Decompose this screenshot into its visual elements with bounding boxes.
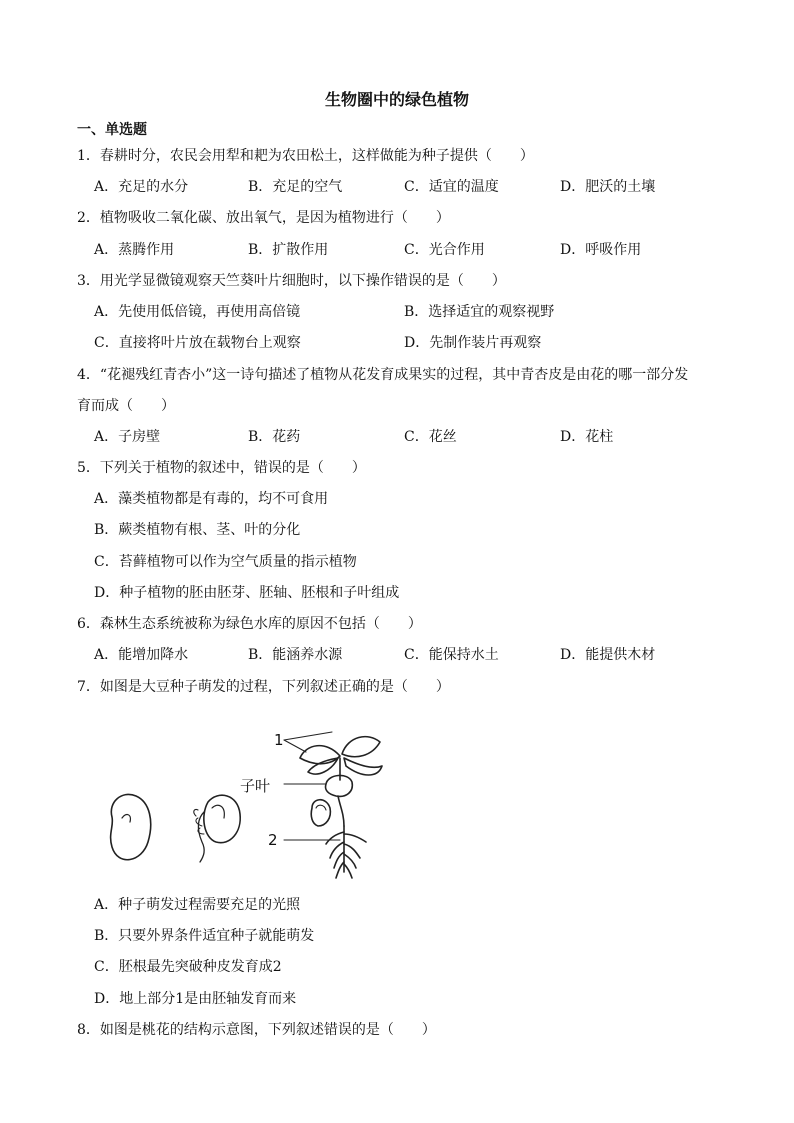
q6-option-d: D．能提供木材: [560, 647, 656, 663]
q7-option-d: D．地上部分1是由胚轴发育而来: [94, 991, 297, 1007]
figure-label-2: 2: [268, 831, 278, 849]
q3-option-b: B．选择适宜的观察视野: [404, 304, 555, 320]
question-7-stem: 7．如图是大豆种子萌发的过程，下列叙述正确的是（ ）: [77, 679, 450, 695]
question-1-stem: 1．春耕时分，农民会用犁和耙为农田松土，这样做能为种子提供（ ）: [77, 148, 534, 164]
q2-option-a: A．蒸腾作用: [94, 242, 175, 258]
question-3-stem: 3．用光学显微镜观察天竺葵叶片细胞时，以下操作错误的是（ ）: [77, 273, 506, 289]
q2-option-d: D．呼吸作用: [560, 242, 642, 258]
q3-option-c: C．直接将叶片放在载物台上观察: [94, 335, 301, 351]
q3-option-a: A．先使用低倍镜，再使用高倍镜: [94, 304, 301, 320]
q2-option-c: C．光合作用: [404, 242, 485, 258]
soybean-germination-figure: [100, 722, 400, 882]
q6-option-c: C．能保持水土: [404, 647, 499, 663]
q4-option-c: C．花丝: [404, 429, 457, 445]
q7-option-b: B．只要外界条件适宜种子就能萌发: [94, 928, 315, 944]
section-heading: 一、单选题: [77, 122, 147, 138]
q5-option-a: A．藻类植物都是有毒的，均不可食用: [94, 491, 329, 507]
question-4-stem-line2: 育而成（ ）: [77, 398, 175, 414]
question-5-stem: 5．下列关于植物的叙述中，错误的是（ ）: [77, 460, 366, 476]
q6-option-a: A．能增加降水: [94, 647, 189, 663]
seedling-stage-3: [284, 732, 382, 878]
q5-option-b: B．蕨类植物有根、茎、叶的分化: [94, 522, 301, 538]
question-4-stem-line1: 4．“花褪残红青杏小”这一诗句描述了植物从花发育成果实的过程，其中青杏皮是由花的哪一部分发: [77, 367, 689, 383]
q7-option-c: C．胚根最先突破种皮发育成2: [94, 959, 282, 975]
q5-option-d: D．种子植物的胚由胚芽、胚轴、胚根和子叶组成: [94, 585, 400, 601]
question-2-stem: 2．植物吸收二氧化碳、放出氧气，是因为植物进行（ ）: [77, 210, 450, 226]
seed-stage-2: [194, 795, 240, 862]
q1-option-a: A．充足的水分: [94, 179, 189, 195]
figure-label-1: 1: [274, 731, 284, 749]
seed-stage-1: [111, 794, 151, 859]
question-6-stem: 6．森林生态系统被称为绿色水库的原因不包括（ ）: [77, 616, 422, 632]
q4-option-d: D．花柱: [560, 429, 614, 445]
q7-option-a: A．种子萌发过程需要充足的光照: [94, 897, 301, 913]
q3-option-d: D．先制作装片再观察: [404, 335, 542, 351]
q4-option-a: A．子房壁: [94, 429, 161, 445]
question-8-stem: 8．如图是桃花的结构示意图，下列叙述错误的是（ ）: [77, 1022, 436, 1038]
q6-option-b: B．能涵养水源: [248, 647, 343, 663]
q1-option-b: B．充足的空气: [248, 179, 343, 195]
q1-option-d: D．肥沃的土壤: [560, 179, 656, 195]
q2-option-b: B．扩散作用: [248, 242, 329, 258]
q1-option-c: C．适宜的温度: [404, 179, 499, 195]
q5-option-c: C．苔藓植物可以作为空气质量的指示植物: [94, 554, 357, 570]
page-title: 生物圈中的绿色植物: [324, 90, 469, 109]
q4-option-b: B．花药: [248, 429, 301, 445]
figure-label-cotyledon: 子叶: [240, 777, 271, 795]
